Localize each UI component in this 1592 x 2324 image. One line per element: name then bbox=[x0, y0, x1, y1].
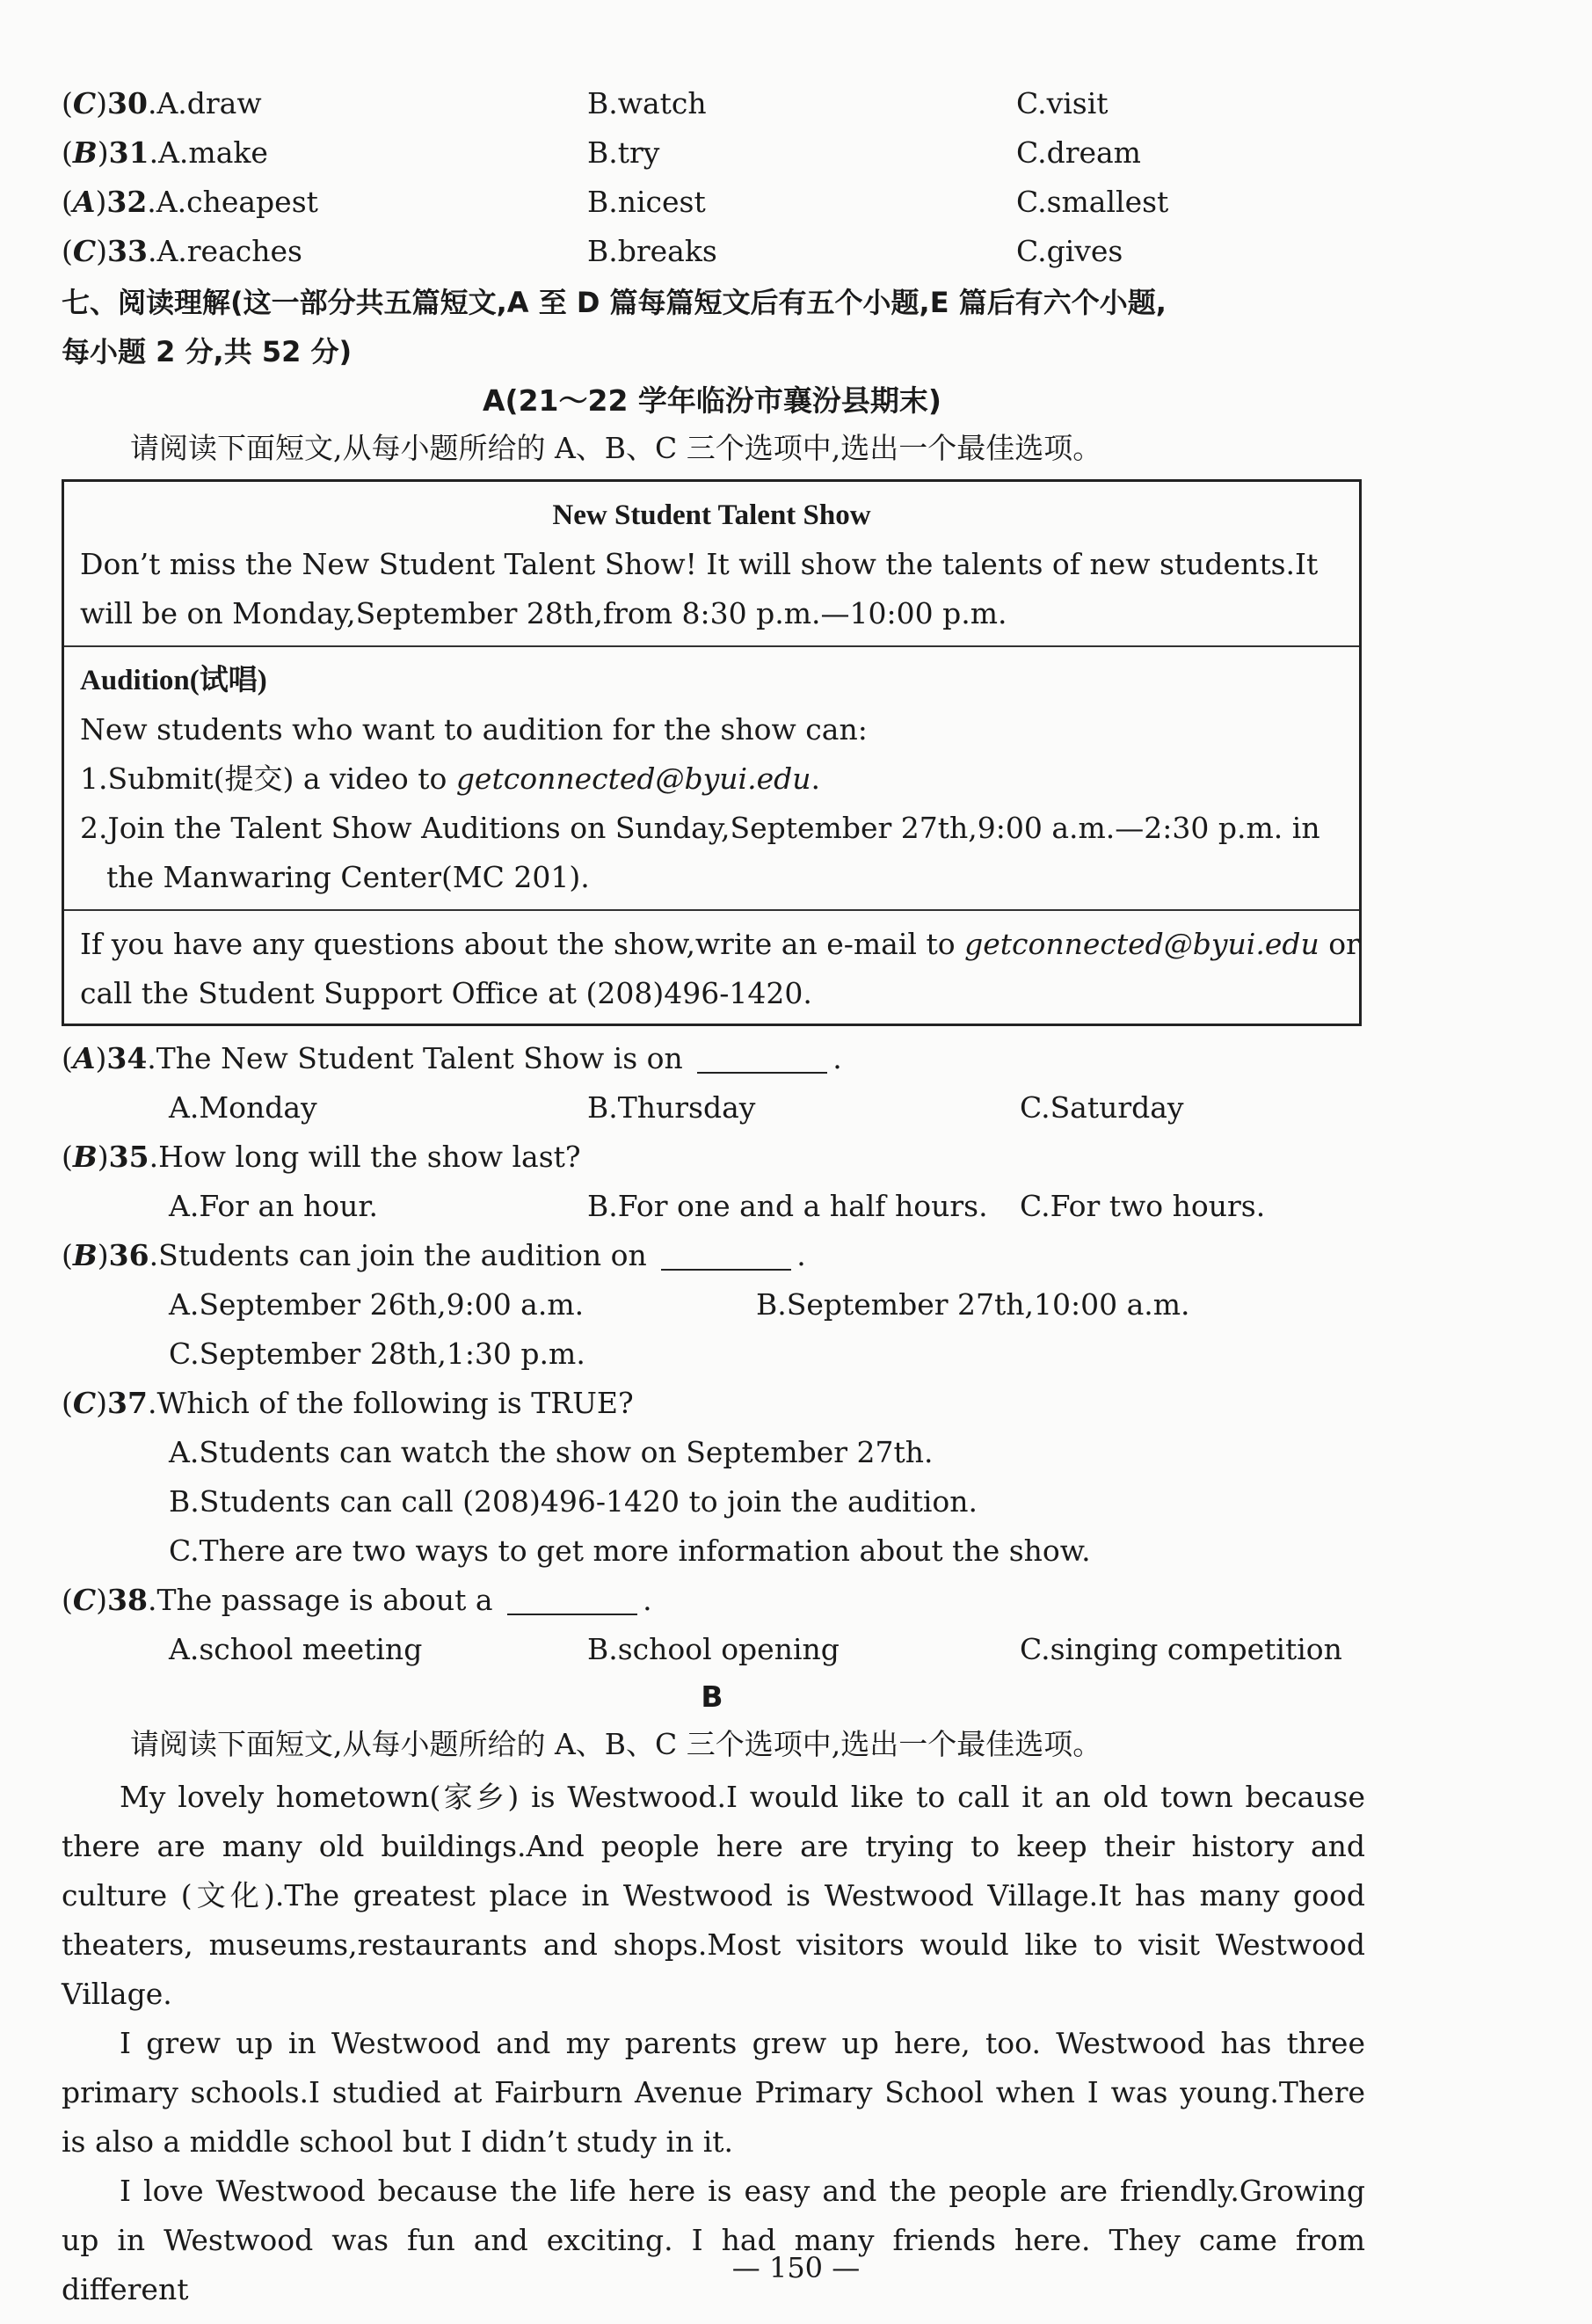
question-stem: Which of the following is TRUE? bbox=[156, 1386, 634, 1420]
option-a: A.cheapest bbox=[156, 185, 318, 219]
section-heading-line2: 每小题 2 分,共 52 分) bbox=[62, 335, 353, 368]
option-a: A.reaches bbox=[156, 234, 302, 268]
options-36 bbox=[0, 1282, 1592, 1328]
item1-text: 1.Submit(提交) a video to bbox=[80, 761, 456, 796]
question-number: 32 bbox=[106, 185, 148, 219]
paragraph: My lovely hometown(家乡) is Westwood.I would like to call it an old town because there are many old buildings.And people here are trying to keep their history and culture (文化).The greatest place in Westwood is Westwood Village.It has many good theaters, museums,restaurants and shops.Most visitors would like to visit Westwood Village. bbox=[62, 1780, 1365, 2011]
question-number: 31 bbox=[108, 135, 149, 170]
option-a: A.school meeting bbox=[169, 1632, 423, 1666]
page-number: — 150 — bbox=[731, 2251, 861, 2284]
option-a: A.September 26th,9:00 a.m. bbox=[169, 1287, 585, 1322]
notice-intro-line2: will be on Monday,September 28th,from 8:30 p.m.—10:00 p.m. bbox=[80, 596, 1007, 630]
item1-end: . bbox=[811, 761, 820, 796]
question-number: 36 bbox=[108, 1238, 149, 1272]
stem-end: . bbox=[796, 1238, 806, 1272]
question-stem: The passage is about a bbox=[156, 1583, 493, 1617]
question-stem: The New Student Talent Show is on bbox=[156, 1041, 683, 1075]
option-a: A.draw bbox=[156, 86, 262, 120]
option-a: A.Monday bbox=[169, 1090, 317, 1125]
question-number: 35 bbox=[108, 1140, 149, 1174]
contact-email: getconnected@byui.edu bbox=[964, 927, 1319, 961]
answer-mark: A bbox=[72, 185, 96, 219]
question-number: 30 bbox=[107, 86, 148, 120]
passage-a-label: A(21～22 学年临汾市襄汾县期末) bbox=[482, 383, 942, 418]
option-c: C.visit bbox=[1016, 86, 1109, 120]
question-row-31: (B)31.A.make B.try C.dream bbox=[0, 130, 1592, 176]
option-b: B.Thursday bbox=[587, 1090, 756, 1125]
option-c: C.singing competition bbox=[1020, 1632, 1342, 1666]
paragraph: I love Westwood because the life here is easy and the people are friendly.Growing up in Westwood was fun and exciting. I had many friends here. They came from different bbox=[62, 2174, 1365, 2306]
answer-mark: C bbox=[72, 1583, 97, 1617]
contact-end: or bbox=[1319, 927, 1360, 961]
question-row-33: (C)33.A.reaches B.breaks C.gives bbox=[0, 229, 1592, 274]
option-a: A.For an hour. bbox=[169, 1189, 378, 1223]
option-b: B.For one and a half hours. bbox=[587, 1189, 988, 1223]
answer-mark: B bbox=[72, 135, 98, 170]
option-c: C.There are two ways to get more information about the show. bbox=[169, 1534, 1091, 1568]
question-number: 34 bbox=[106, 1041, 148, 1075]
question-36: (B)36.Students can join the audition on . bbox=[62, 1238, 806, 1272]
option-c: C.dream bbox=[1016, 135, 1141, 170]
options-36-c bbox=[0, 1331, 1592, 1377]
question-number: 38 bbox=[107, 1583, 148, 1617]
option-a: A.make bbox=[158, 135, 268, 170]
notice-title: New Student Talent Show bbox=[552, 499, 871, 531]
audition-item-1 bbox=[80, 756, 1343, 802]
question-37: (C)37.Which of the following is TRUE? bbox=[62, 1386, 634, 1420]
question-number: 37 bbox=[107, 1386, 148, 1420]
item1-email: getconnected@byui.edu bbox=[455, 761, 811, 796]
question-row-30: (C)30.A.draw B.watch C.visit bbox=[0, 81, 1592, 127]
options-38 bbox=[0, 1627, 1592, 1672]
passage-a-instruction: 请阅读下面短文,从每小题所给的 A、B、C 三个选项中,选出一个最佳选项。 bbox=[130, 431, 1102, 465]
answer-mark: B bbox=[72, 1140, 98, 1174]
option-c: C.gives bbox=[1016, 234, 1123, 268]
option-c: C.smallest bbox=[1016, 185, 1169, 219]
answer-blank bbox=[661, 1239, 791, 1271]
options-35 bbox=[0, 1184, 1592, 1229]
paragraph: I grew up in Westwood and my parents grew up here, too. Westwood has three primary schools.I studied at Fairburn Avenue Primary School when I was young.There is also a middle school but I didn’t study in it. bbox=[62, 2026, 1365, 2159]
option-37-a-row bbox=[0, 1430, 1592, 1475]
audition-item-2-line1: 2.Join the Talent Show Auditions on Sunday,September 27th,9:00 a.m.—2:30 p.m. in bbox=[80, 811, 1320, 845]
option-b: B.Students can call (208)496-1420 to join the audition. bbox=[169, 1484, 978, 1519]
option-c: C.September 28th,1:30 p.m. bbox=[169, 1337, 585, 1371]
audition-item-2-line2: the Manwaring Center(MC 201). bbox=[106, 860, 590, 894]
stem-end: . bbox=[643, 1583, 652, 1617]
question-row-32: (A)32.A.cheapest B.nicest C.smallest bbox=[0, 179, 1592, 225]
passage-b-body bbox=[62, 1773, 1365, 2314]
answer-mark: A bbox=[72, 1041, 96, 1075]
question-stem: How long will the show last? bbox=[158, 1140, 581, 1174]
option-b: B.try bbox=[587, 135, 660, 170]
question-stem: Students can join the audition on bbox=[158, 1238, 647, 1272]
options-34 bbox=[0, 1085, 1592, 1131]
section-heading-line1: 七、阅读理解(这一部分共五篇短文,A 至 D 篇每篇短文后有五个小题,E 篇后有六个小题, bbox=[62, 286, 1167, 319]
option-37-c-row bbox=[0, 1528, 1592, 1574]
stem-end: . bbox=[832, 1041, 842, 1075]
question-number: 33 bbox=[107, 234, 148, 268]
talent-show-notice bbox=[62, 479, 1362, 1026]
contact-line1 bbox=[80, 922, 1360, 967]
option-c: C.For two hours. bbox=[1020, 1189, 1266, 1223]
answer-blank bbox=[697, 1042, 827, 1074]
question-34: (A)34.The New Student Talent Show is on . bbox=[62, 1041, 842, 1075]
notice-divider bbox=[64, 645, 1359, 647]
answer-blank bbox=[507, 1584, 637, 1615]
question-35: (B)35.How long will the show last? bbox=[62, 1140, 581, 1174]
option-a: A.Students can watch the show on September 27th. bbox=[169, 1435, 934, 1469]
answer-mark: C bbox=[72, 1386, 97, 1420]
question-38: (C)38.The passage is about a . bbox=[62, 1583, 652, 1617]
audition-title: Audition(试唱) bbox=[80, 665, 267, 696]
passage-b-label: B bbox=[701, 1679, 723, 1714]
option-c: C.Saturday bbox=[1020, 1090, 1184, 1125]
passage-b-instruction: 请阅读下面短文,从每小题所给的 A、B、C 三个选项中,选出一个最佳选项。 bbox=[130, 1727, 1102, 1761]
answer-mark: C bbox=[72, 86, 97, 120]
answer-mark: C bbox=[72, 234, 97, 268]
contact-text: If you have any questions about the show,write an e-mail to bbox=[80, 927, 965, 961]
option-b: B.September 27th,10:00 a.m. bbox=[756, 1287, 1190, 1322]
notice-divider bbox=[64, 909, 1359, 911]
option-b: B.nicest bbox=[587, 185, 706, 219]
notice-intro-line1: Don’t miss the New Student Talent Show! It will show the talents of new students.It bbox=[80, 547, 1319, 581]
option-b: B.breaks bbox=[587, 234, 717, 268]
answer-mark: B bbox=[72, 1238, 98, 1272]
contact-line2: call the Student Support Office at (208)496-1420. bbox=[80, 976, 812, 1010]
option-37-b-row bbox=[0, 1479, 1592, 1525]
option-b: B.watch bbox=[587, 86, 707, 120]
audition-lead: New students who want to audition for the show can: bbox=[80, 712, 868, 747]
option-b: B.school opening bbox=[587, 1632, 840, 1666]
